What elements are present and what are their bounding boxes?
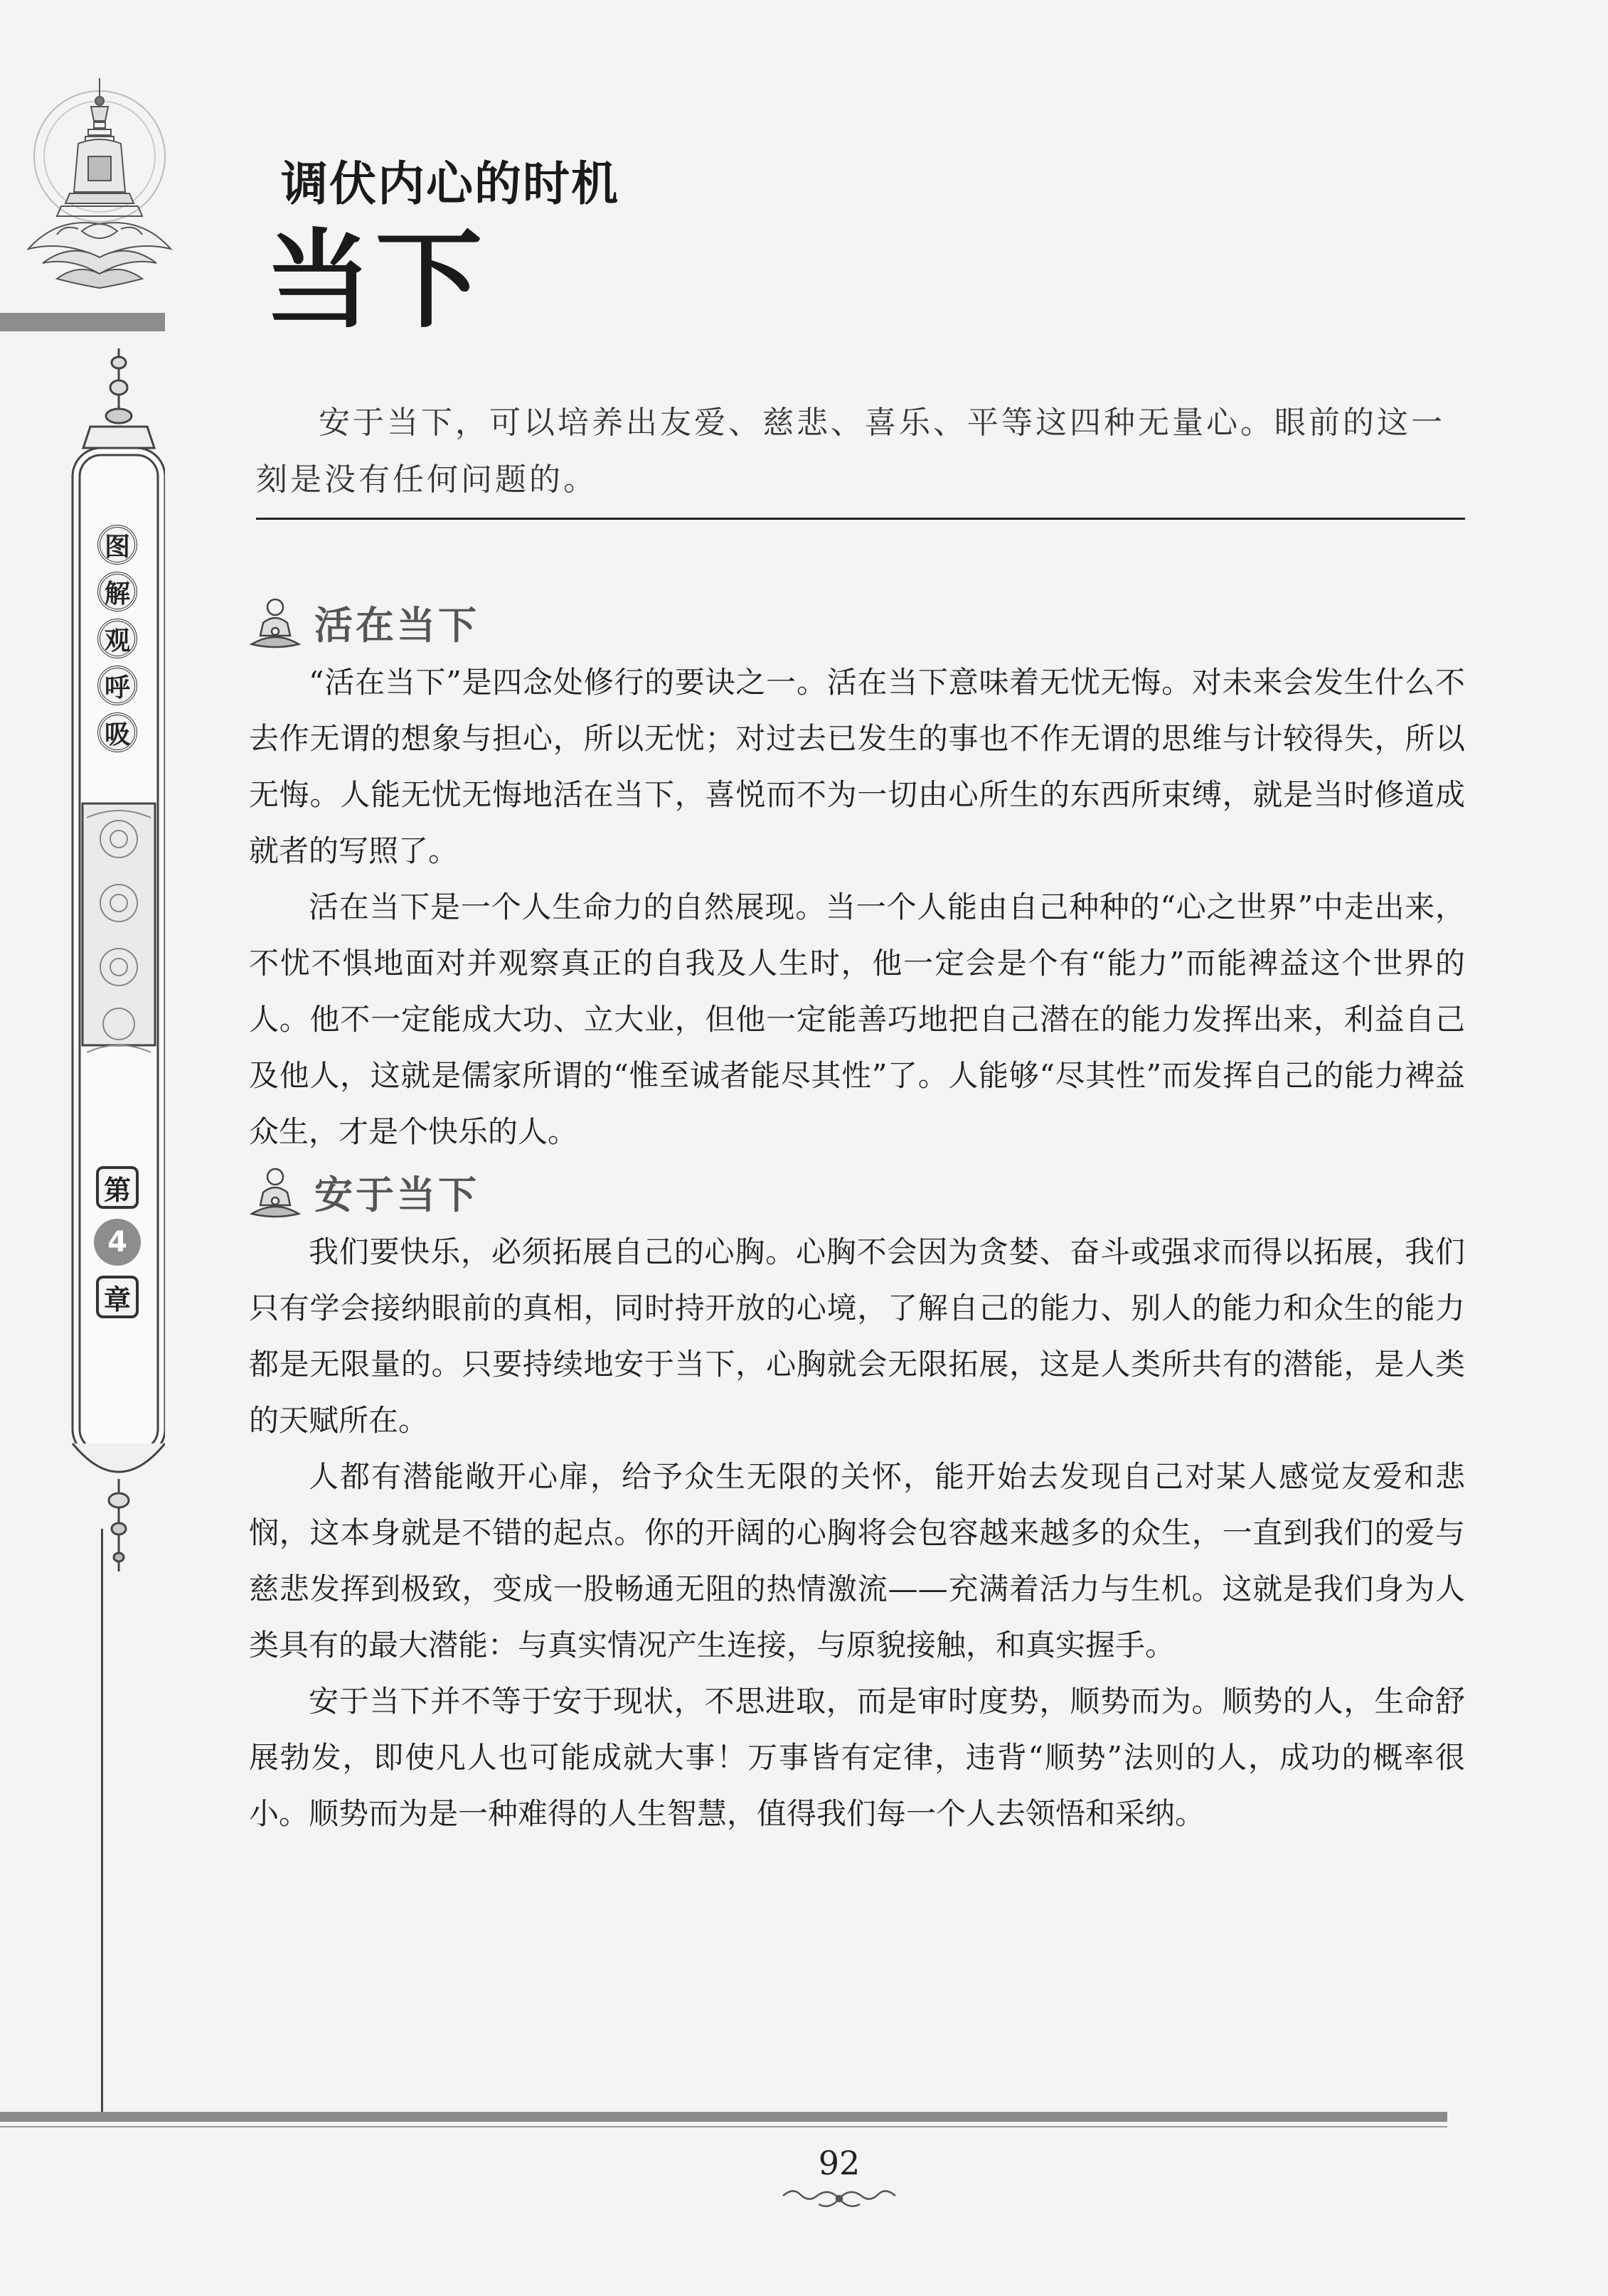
section-title: 活在当下 — [314, 602, 479, 648]
paragraph: 人都有潜能敞开心扉，给予众生无限的关怀，能开始去发现自己对某人感觉友爱和悲悯，这本身就是不错的起点。你的开阔的心胸将会包容越来越多的众生，一直到我们的爱与慈悲发挥到极致，变成一股畅通无阻的热情激流——充满着活力与生机。这就是我们身为人类具有的最大潜能：与真实情况产生连接，与原貌接触，和真实握手。 — [249, 1459, 1465, 1662]
paragraph: “活在当下”是四念处修行的要诀之一。活在当下意味着无忧无悔。对未来会发生什么不去作无谓的想象与担心，所以无忧；对过去已发生的事也不作无谓的思维与计较得失，所以无悔。人能无忧无悔地活在当下，喜悦而不为一切由心所生的东西所束缚，就是当时修道成就者的写照了。 — [249, 665, 1465, 868]
series-char: 吸 — [97, 712, 137, 752]
left-margin-rule — [101, 1529, 103, 2112]
body-content — [249, 590, 1465, 1842]
meditating-monk-icon — [249, 594, 302, 650]
stupa-lotus-icon — [14, 71, 185, 299]
flourish-icon — [772, 2184, 907, 2213]
series-char: 呼 — [97, 666, 137, 705]
paragraph: 安于当下并不等于安于现状，不思进取，而是审时度势，顺势而为。顺势的人，生命舒展勃发，即使凡人也可能成就大事！万事皆有定律，违背“顺势”法则的人，成功的概率很小。顺势而为是一种难得的人生智慧，值得我们每一个人去领悟和采纳。 — [249, 1684, 1465, 1831]
intro-paragraph: 安于当下，可以培养出友爱、慈悲、喜乐、平等这四种无量心。眼前的这一刻是没有任何问题的。 — [256, 405, 1445, 498]
page-number: 92 — [818, 2144, 861, 2182]
series-char: 解 — [97, 572, 137, 612]
header-bar — [0, 313, 165, 331]
section-heading — [249, 1160, 1465, 1224]
chapter-label — [94, 1166, 141, 1318]
section-heading — [249, 590, 1465, 654]
footer-rule — [0, 2126, 1447, 2127]
paragraph: 活在当下是一个人生命力的自然展现。当一个人能由自己种种的“心之世界”中走出来，不忧不惧地面对并观察真正的自我及人生时，他一定会是个有“能力”而能裨益这个世界的人。他不一定能成大功、立大业，但他一定能善巧地把自己潜在的能力发挥出来，利益自己及他人，这就是儒家所谓的“惟至诚者能尽其性”了。人能够“尽其性”而发挥自己的能力裨益众生，才是个快乐的人。 — [249, 890, 1465, 1149]
series-title — [97, 525, 140, 752]
chapter-prefix: 第 — [96, 1166, 139, 1209]
series-char: 图 — [97, 525, 137, 565]
footer-bar — [0, 2112, 1447, 2122]
page-subtitle: 调伏内心的时机 — [281, 156, 619, 211]
series-char: 观 — [97, 619, 137, 658]
paragraph: 我们要快乐，必须拓展自己的心胸。心胸不会因为贪婪、奋斗或强求而得以拓展，我们只有学会接纳眼前的真相，同时持开放的心境，了解自己的能力、别人的能力和众生的能力都是无限量的。只要持续地安于当下，心胸就会无限拓展，这是人类所共有的潜能，是人类的天赋所在。 — [249, 1234, 1465, 1438]
meditating-monk-icon — [249, 1164, 302, 1219]
section-title: 安于当下 — [314, 1171, 479, 1217]
chapter-number: 4 — [94, 1219, 141, 1266]
chapter-suffix: 章 — [96, 1276, 139, 1318]
page-title: 当下 — [265, 219, 487, 343]
divider — [256, 518, 1465, 520]
